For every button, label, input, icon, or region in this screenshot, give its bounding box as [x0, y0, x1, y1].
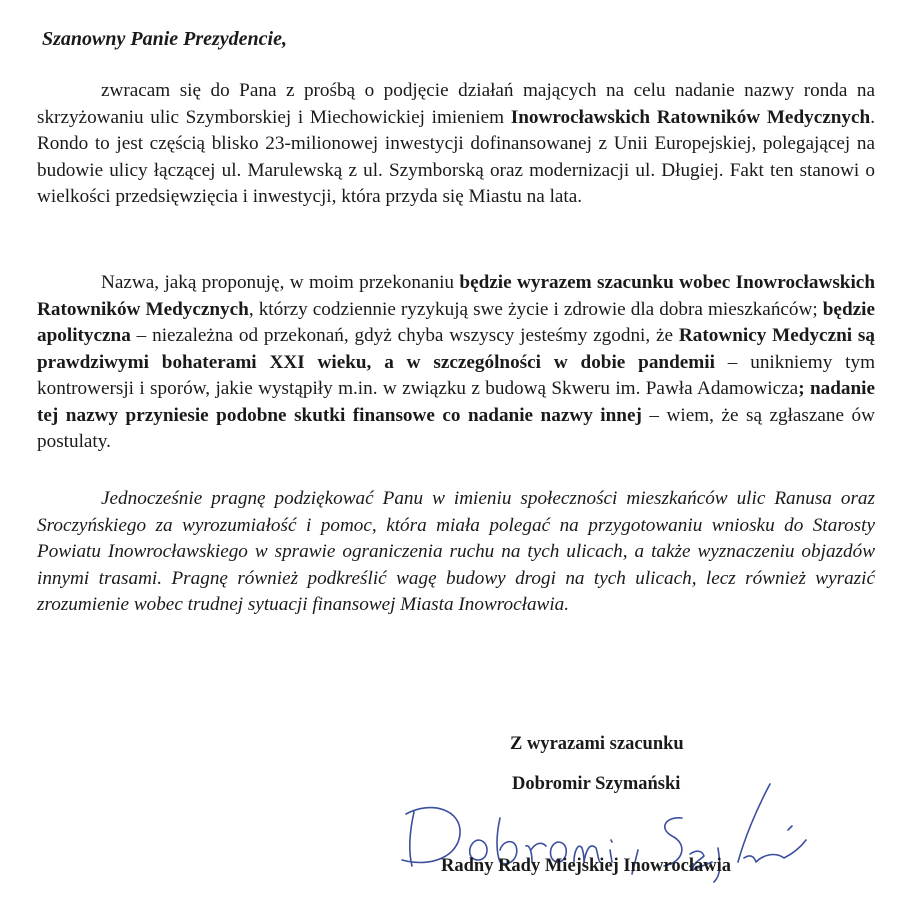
bold-text-run: będzie apolityczna: [37, 298, 875, 346]
text-run: – unikniemy tym kontrowersji i sporów, jakie wystąpiły m.in. w związku z budową Skweru im. Pawła Adamowicza: [37, 351, 875, 399]
text-run: . Rondo to jest częścią blisko 23-milionowej inwestycji dofinansowanej z Unii Europejskiej, polegającej na budowie ulicy łączącej ul. Marulewską z ul. Szymborską oraz modernizacji ul. Długiej. Fakt ten stanowi o wielkości przedsięwzięcia i inwestycji, która przyda się Miastu na lata.: [37, 106, 875, 207]
bold-text-run: Inowrocławskich Ratowników Medycznych: [510, 106, 871, 128]
salutation: Szanowny Panie Prezydencie,: [42, 28, 287, 50]
bold-text-run: będzie wyrazem szacunku wobec Inowrocławskich Ratowników Medycznych: [37, 272, 875, 320]
bold-text-run: Ratownicy Medyczni są prawdziwymi bohaterami XXI wieku, a w szczególności w dobie pandemii: [37, 325, 875, 373]
paragraph-2: [37, 270, 875, 456]
text-run: , którzy codziennie ryzykują swe życie i zdrowie dla dobra mieszkańców;: [248, 298, 823, 320]
text-run: – niezależna od przekonań, gdyż chyba wszyscy jesteśmy zgodni, że: [130, 325, 679, 346]
signer-name: Dobromir Szymański: [512, 774, 681, 794]
signer-title: Radny Rady Miejskiej Inowrocławia: [441, 856, 732, 876]
bold-text-run: ; nadanie tej nazwy przyniesie podobne skutki finansowe co nadanie nazwy innej: [37, 378, 875, 426]
paragraph-3: [37, 486, 875, 619]
closing-regards: Z wyrazami szacunku: [510, 734, 684, 754]
text-run: – wiem, że są zgłaszane ów postulaty.: [37, 404, 875, 452]
text-run: Jednocześnie pragnę podziękować Panu w imieniu społeczności mieszkańców ulic Ranusa oraz Sroczyńskiego za wyrozumiałość i pomoc, która miała polegać na przygotowaniu wniosku do Starosty Powiatu Inowrocławskiego w sprawie ograniczenia ruchu na tych ulicach, a także wyznaczeniu objazdów innymi trasami. Pragnę również podkreślić wagę budowy drogi na tych ulicach, lecz również wyrazić zrozumienie wobec trudnej sytuacji finansowej Miasta Inowrocławia.: [37, 488, 875, 615]
text-run: zwracam się do Pana z prośbą o podjęcie działań mających na celu nadanie nazwy ronda na skrzyżowaniu ulic Szymborskiej i Miechowickiej imieniem: [37, 80, 875, 128]
paragraph-1: [37, 78, 875, 211]
text-run: Nazwa, jaką proponuję, w moim przekonaniu: [101, 272, 460, 293]
